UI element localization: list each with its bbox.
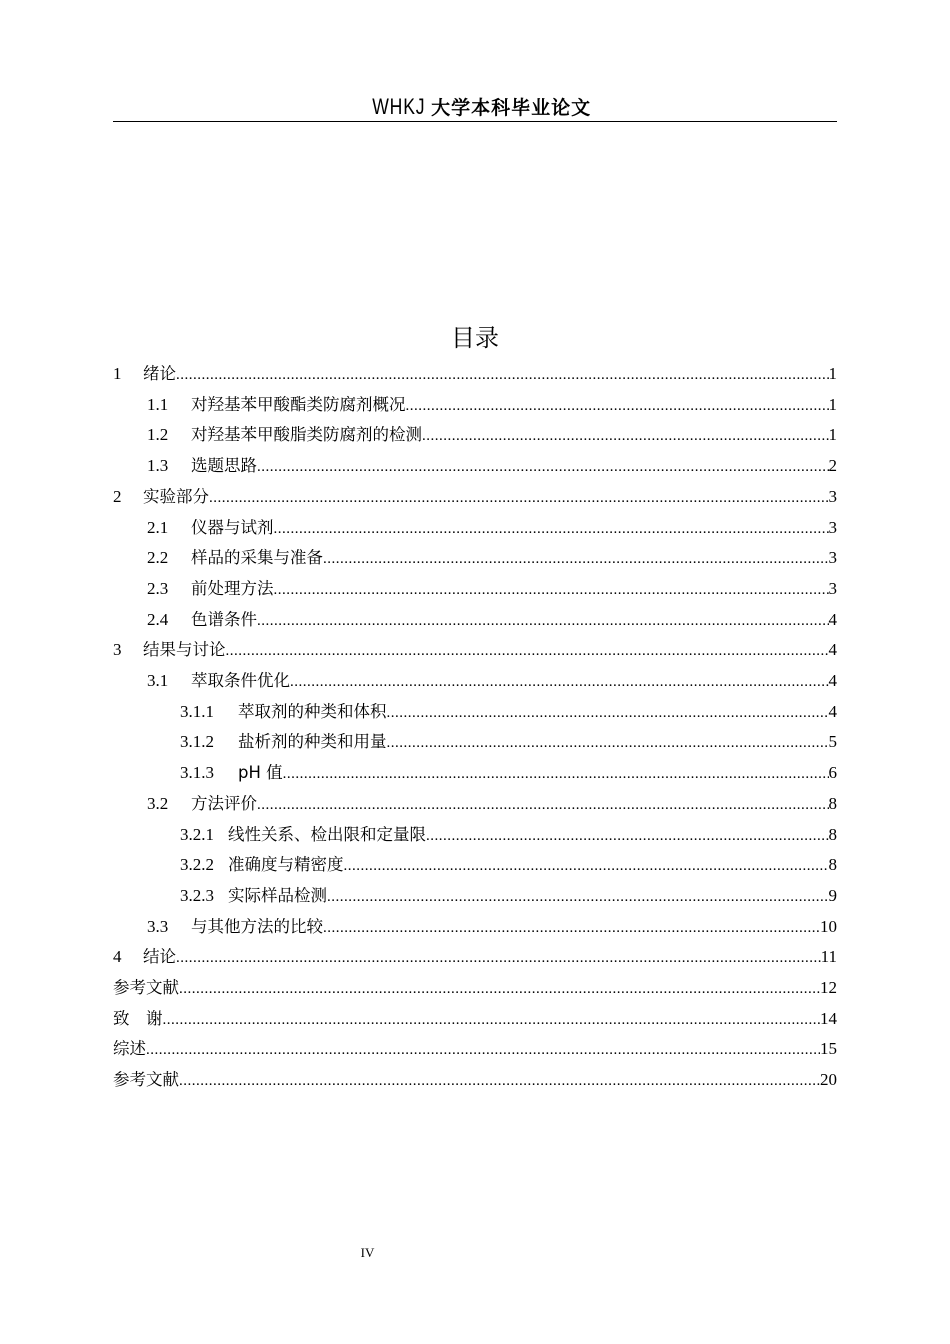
toc-entry-number: 2.1	[147, 517, 169, 537]
toc-dot-leader	[387, 699, 829, 727]
toc-entry[interactable]	[113, 913, 837, 941]
toc-entry-number: 3.1.1	[180, 701, 214, 721]
toc-entry-page: 8	[828, 824, 837, 844]
toc-entry[interactable]	[113, 728, 837, 756]
toc-entry-page: 3	[828, 486, 837, 506]
header-title-cjk: 大学本科毕业论文	[431, 97, 592, 119]
toc-dot-leader	[226, 637, 829, 665]
toc-entry-page: 2	[828, 456, 837, 476]
toc-entry-page: 20	[820, 1070, 837, 1090]
toc-entry-title: 实验部分	[143, 486, 209, 506]
page-number: IV	[360, 1245, 375, 1260]
toc-entry[interactable]	[113, 606, 837, 634]
toc-dot-leader	[323, 914, 820, 942]
toc-dot-leader	[283, 760, 829, 788]
toc-entry[interactable]	[113, 698, 837, 726]
toc-dot-leader	[257, 453, 829, 481]
toc-entry[interactable]	[113, 514, 837, 542]
toc-entry-title: 与其他方法的比较	[191, 916, 323, 936]
toc-entry-number: 2	[113, 486, 122, 506]
toc-entry[interactable]	[113, 1005, 837, 1033]
toc-entry-title: 前处理方法	[191, 578, 274, 598]
toc-entry-page: 4	[828, 640, 837, 660]
toc-entry-number: 1.3	[147, 456, 169, 476]
toc-entry-title: 样品的采集与准备	[191, 548, 323, 568]
toc-entry-title: 方法评价	[191, 793, 257, 813]
toc-entry-title: 色谱条件	[191, 609, 257, 629]
toc-entry-page: 9	[828, 885, 837, 905]
toc-dot-leader	[163, 1006, 821, 1034]
toc-entry-number: 1	[113, 364, 122, 383]
toc-entry[interactable]	[113, 421, 837, 449]
header-rule	[113, 121, 837, 122]
toc-entry[interactable]	[113, 360, 837, 388]
toc-entry-title: 对羟基苯甲酸酯类防腐剂概况	[191, 394, 406, 414]
toc-dot-leader	[274, 576, 829, 604]
toc-entry[interactable]	[113, 943, 837, 971]
toc-entry-title: 萃取剂的种类和体积	[238, 701, 387, 721]
toc-entry-number: 3.1.3	[180, 763, 214, 783]
toc-entry-page: 3	[828, 517, 837, 537]
toc-entry[interactable]	[113, 636, 837, 664]
toc-dot-leader	[257, 791, 829, 819]
toc-dot-leader	[387, 729, 829, 757]
toc-dot-leader	[146, 1036, 820, 1064]
toc-entry-number: 3.1	[147, 671, 169, 690]
toc-entry-title: 参考文献	[113, 978, 179, 997]
toc-dot-leader	[176, 944, 821, 972]
toc-entry-title: 萃取条件优化	[191, 671, 290, 690]
toc-entry-page: 11	[820, 947, 837, 967]
toc-entry-number: 2.2	[147, 548, 169, 568]
toc-dot-leader	[257, 607, 829, 635]
toc-entry-page: 4	[828, 671, 837, 690]
toc-entry-page: 10	[820, 916, 837, 936]
toc-entry-page: 8	[828, 855, 837, 875]
toc-dot-leader	[426, 822, 829, 850]
toc-entry-page: 15	[820, 1039, 837, 1059]
toc-entry-page: 6	[828, 763, 837, 783]
toc-entry[interactable]	[113, 1066, 837, 1094]
toc-entry[interactable]	[113, 821, 837, 849]
toc-entry[interactable]	[113, 851, 837, 879]
running-header	[113, 93, 837, 121]
toc-dot-leader	[290, 668, 829, 696]
toc-dot-leader	[274, 515, 829, 543]
header-title-latin: WHKJ	[372, 94, 426, 119]
toc-entry-page: 1	[828, 425, 837, 445]
toc-dot-leader	[327, 883, 829, 911]
toc-entry-title: 综述	[113, 1039, 146, 1059]
toc-entry-page: 1	[828, 364, 837, 383]
toc-entry-number: 3.1.2	[180, 732, 214, 752]
toc-entry[interactable]	[113, 974, 837, 1002]
toc-entry-title: 参考文献	[113, 1070, 179, 1090]
toc-entry[interactable]	[113, 483, 837, 511]
toc-entry[interactable]	[113, 575, 837, 603]
toc-entry-title: 实际样品检测	[228, 885, 327, 905]
toc-entry[interactable]	[113, 1035, 837, 1063]
toc-entry-title: 结论	[143, 947, 176, 967]
toc-entry[interactable]	[113, 667, 837, 695]
toc-entry-page: 4	[828, 701, 837, 721]
toc-entry-title: 选题思路	[191, 456, 257, 476]
toc-entry-title: 致 谢	[113, 1008, 163, 1028]
toc-entry[interactable]	[113, 790, 837, 818]
toc-dot-leader	[209, 484, 829, 512]
toc-title: 目录	[451, 324, 499, 352]
toc-dot-leader	[179, 1067, 820, 1095]
toc-entry-page: 14	[820, 1008, 837, 1028]
toc-entry-page: 5	[828, 732, 837, 752]
toc-entry-number: 3.2.3	[180, 885, 214, 905]
toc-entry-number: 4	[113, 947, 122, 967]
toc-entry-title: 准确度与精密度	[228, 855, 344, 875]
toc-entry[interactable]	[113, 391, 837, 419]
toc-entry-title: 盐析剂的种类和用量	[238, 732, 387, 752]
toc-dot-leader	[422, 422, 829, 450]
toc-entry-page: 4	[828, 609, 837, 629]
toc-entry-page: 3	[828, 548, 837, 568]
toc-entry-number: 3.2.1	[180, 824, 214, 844]
toc-entry-title: 仪器与试剂	[191, 517, 274, 537]
toc-entry-number: 2.4	[147, 609, 169, 629]
toc-entry-page: 8	[828, 793, 837, 813]
toc-dot-leader	[176, 361, 829, 389]
toc-entry-number: 3.2.2	[180, 855, 214, 875]
toc-entry-number: 3	[113, 640, 122, 660]
toc-dot-leader	[323, 545, 829, 573]
toc-entry-title: 线性关系、检出限和定量限	[228, 824, 426, 844]
toc-entry-title: 对羟基苯甲酸脂类防腐剂的检测	[191, 425, 422, 445]
toc-entry-number: 3.3	[147, 916, 169, 936]
toc-dot-leader	[179, 975, 820, 1003]
toc-entry[interactable]	[113, 759, 837, 787]
toc-dot-leader	[406, 392, 829, 420]
toc-dot-leader	[344, 852, 829, 880]
toc-entry-number: 3.2	[147, 793, 169, 813]
toc-entry-number: 2.3	[147, 578, 169, 598]
toc-entry-title: 绪论	[143, 364, 176, 383]
toc-entry-page: 1	[828, 394, 837, 414]
toc-entry-page: 12	[820, 978, 837, 997]
toc-entry[interactable]	[113, 452, 837, 480]
toc-entry-title: pH 值	[238, 763, 283, 783]
toc-entry-title: 结果与讨论	[143, 640, 226, 660]
toc-entry-number: 1.1	[147, 394, 169, 414]
toc-entry[interactable]	[113, 882, 837, 910]
toc-entry-page: 3	[828, 578, 837, 598]
toc-entry[interactable]	[113, 544, 837, 572]
toc-entry-number: 1.2	[147, 425, 169, 445]
